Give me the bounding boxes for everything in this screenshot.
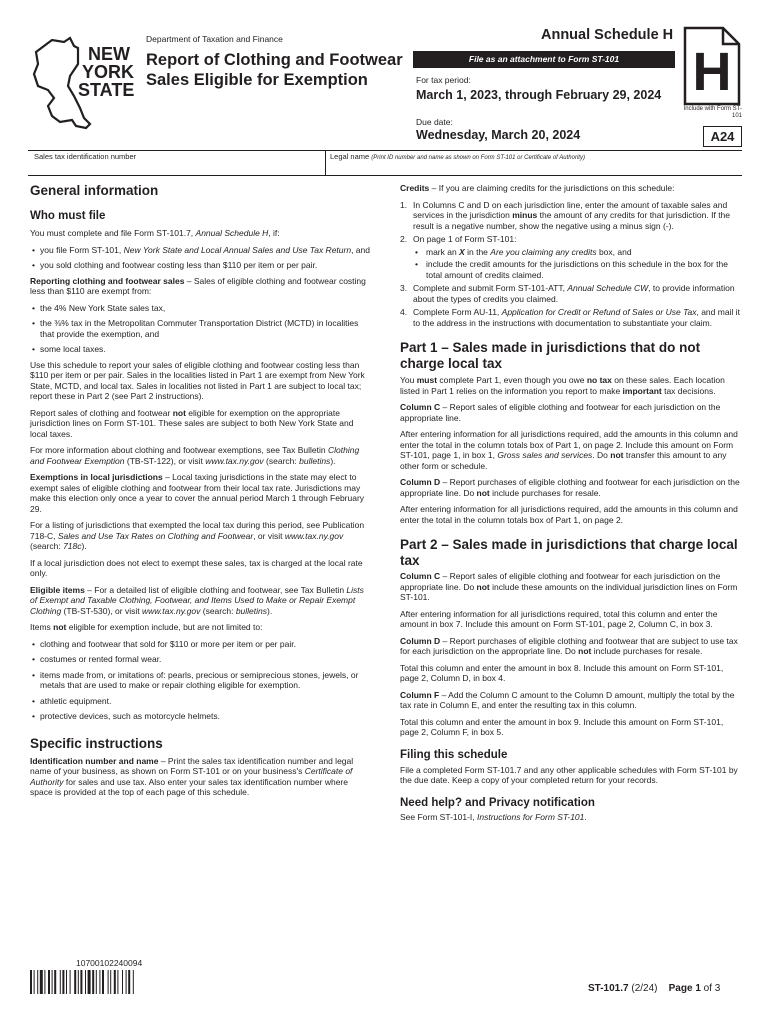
svg-text:YORK: YORK bbox=[82, 62, 135, 82]
svg-text:NEW: NEW bbox=[88, 44, 130, 64]
need-help-heading: Need help? and Privacy notification bbox=[400, 796, 595, 809]
page-footer: ST-101.7 (2/24) Page 1 of 3 bbox=[588, 983, 721, 994]
schedule-h-icon bbox=[683, 26, 741, 106]
tax-period-value: March 1, 2023, through February 29, 2024 bbox=[416, 88, 662, 102]
right-column: Credits – If you are claiming credits for the jurisdictions on this schedule: 1. In Columns C and D on each jurisdiction line, enter the amount of taxable sales and services in the jurisdiction minus the amount of any credits for that jurisdiction. If the result is a negative number, show the negative using a minus sign (-). 2. On page 1 of Form ST-101: • mark an X in the Are you claiming any credits box, and • include the credit amounts for the jurisdictions on this schedule in the box for the total amount of credits claimed. 3. Complete and submit Form ST-101-ATT, Annual Schedule CW, to provide information about the types of credits you claimed. 4. Complete Form AU-11, Application for Credit or Refund of Sales or Use Tax, and mail it to the address in the instructions with documentation to substantiate your claim. Part 1 – Sales made in jurisdictions that do not charge local tax You must complete Part 1, even though you owe no tax on these sales. Each location listed in Part 1 relies on the information you report to make important tax decisions. Column C – Report sales of eligible clothing and footwear for each jurisdiction on the appropriate line. After entering information for all jurisdictions required, add the amounts in this column and enter the total in the column totals box of Part 1, on page 2. Include this amount on Form ST-101, page 1, in box 1, Gross sales and services. Do not transfer this amount to any other form or schedule. Column D – Report purchases of eligible clothing and footwear for each jurisdiction on the appropriate line. Do not include purchases for resale. After entering information for all jurisdictions required, add the amounts in this column and enter the total in the column totals box of Part 1, on page 2. Part 2 – Sales made in jurisdictions that charge local tax Column C – Report sales of eligible clothing and footwear for each jurisdiction on the appropriate line. Do not include these amounts on the individual jurisdiction lines on Form ST-101. After entering information for all jurisdictions required, total this column and enter the amount in box 7. Include this amount on Form ST-101, page 2, Column C, in box 3. Column D – Report purchases of eligible clothing and footwear that are subject to use tax for each jurisdiction on the appropriate line. Do not include purchases for resale. Total this column and enter the amount in box 8. Include this amount on Form ST-101, page 2, Column D, in box 4. Column F – Add the Column C amount to the Column D amount, multiply the total by the tax rate in Column E, and enter the resulting tax in this column. Total this column and enter the amount in box 9. Include this amount on Form ST-101, page 2, Column F, in box 5. Filing this schedule File a completed Form ST-101.7 and any other applicable schedules with Form ST-101 by the due date. Keep a copy of your completed return for your records. Need help? and Privacy notification See Form ST-101-I, Instructions for Form ST-101. bbox=[400, 183, 740, 828]
left-column: General information Who must file You must complete and file Form ST-101.7, Annual Schedule H, if: • you file Form ST-101, New York State and Local Annual Sales and Use Tax Return, and • you sold clothing and footwear costing less than $110 per item or per pair. Reporting clothing and footwear sales – Sales of eligible clothing and footwear costing less than $110 are exempt from: • the 4% New York State sales tax, • the ⅜% tax in the Metropolitan Commuter Transportation District (MCTD) in localities that provide the exemption, and • some local taxes. Use this schedule to report your sales of eligible clothing and footwear costing less than $110 per item or per pair. Sales in the localities listed in Part 1 are exempt from New York State, MCTD, and local tax. Sales in localities not listed in Part 1 are subject to local tax; report these in Part 2 (see Part 2 instructions). Report sales of clothing and footwear not eligible for exemption on the appropriate jurisdiction lines on Form ST-101. These sales are subject to both New York State and local taxes. For more information about clothing and footwear exemptions, see Tax Bulletin Clothing and Footwear Exemption (TB-ST-122), or visit www.tax.ny.gov (search: bulletins). Exemptions in local jurisdictions – Local taxing jurisdictions in the state may elect to exempt sales of eligible clothing and footwear from their local tax rate. Jurisdictions may make this election only once a year to cover the annual period March 1 through February 29. For a listing of jurisdictions that exempted the local tax during this period, see Publication 718-C, Sales and Use Tax Rates on Clothing and Footwear, or visit www.tax.ny.gov (search: 718c). If a local jurisdiction does not elect to exempt these sales, tax is charged at the local rate only. Eligible items – For a detailed list of eligible clothing and footwear, see Tax Bulletin Lists of Exempt and Taxable Clothing, Footwear, and Items Used to Make or Repair Exempt Clothing (TB-ST-530), or visit www.tax.ny.gov (search: bulletins). Items not eligible for exemption include, but are not limited to: • clothing and footwear that sold for $110 or more per item or per pair. • costumes or rented formal wear. • items made from, or imitations of: pearls, precious or semiprecious stones, jewels, or metals that are used to make or repair clothing eligible for exemption. • athletic equipment. • protective devices, such as motorcycle helmets. Specific instructions Identification number and name – Print the sales tax identification number and legal name of your business, as shown on Form ST-101 or on your business's Certificate of Authority for sales and use tax. Also enter your sales tax identification number where space is provided at the top of each page of this schedule. bbox=[30, 183, 370, 804]
include-with-note: Include with Form ST-101 bbox=[683, 106, 742, 119]
attachment-banner: File as an attachment to Form ST-101 bbox=[413, 51, 675, 68]
specific-instructions-heading: Specific instructions bbox=[30, 735, 163, 751]
form-title: Report of Clothing and Footwear Sales Eligible for Exemption bbox=[146, 51, 403, 89]
due-date-value: Wednesday, March 20, 2024 bbox=[416, 128, 581, 142]
part2-heading: Part 2 – Sales made in jurisdictions that charge local tax bbox=[400, 537, 738, 568]
who-must-file-heading: Who must file bbox=[30, 210, 106, 222]
schedule-name: Annual Schedule H bbox=[541, 27, 674, 43]
department-name: Department of Taxation and Finance bbox=[146, 34, 283, 44]
barcode-number: 10700102240094 bbox=[76, 958, 143, 968]
form-code-box: A24 bbox=[703, 126, 742, 147]
schedule-letter: H bbox=[692, 42, 732, 102]
svg-text:STATE: STATE bbox=[78, 80, 135, 100]
filing-schedule-heading: Filing this schedule bbox=[400, 748, 508, 761]
due-date-label: Due date: bbox=[416, 117, 453, 127]
new-york-state-logo bbox=[30, 34, 138, 132]
barcode-icon bbox=[30, 970, 158, 994]
sales-tax-id-field[interactable]: Sales tax identification number bbox=[34, 152, 137, 161]
general-information-heading: General information bbox=[30, 183, 159, 198]
tax-period-label: For tax period: bbox=[416, 75, 471, 85]
legal-name-field[interactable]: Legal name (Print ID number and name as shown on Form ST-101 or Certificate of Authority) bbox=[330, 152, 585, 161]
part1-heading: Part 1 – Sales made in jurisdictions that do not charge local tax bbox=[400, 340, 701, 371]
